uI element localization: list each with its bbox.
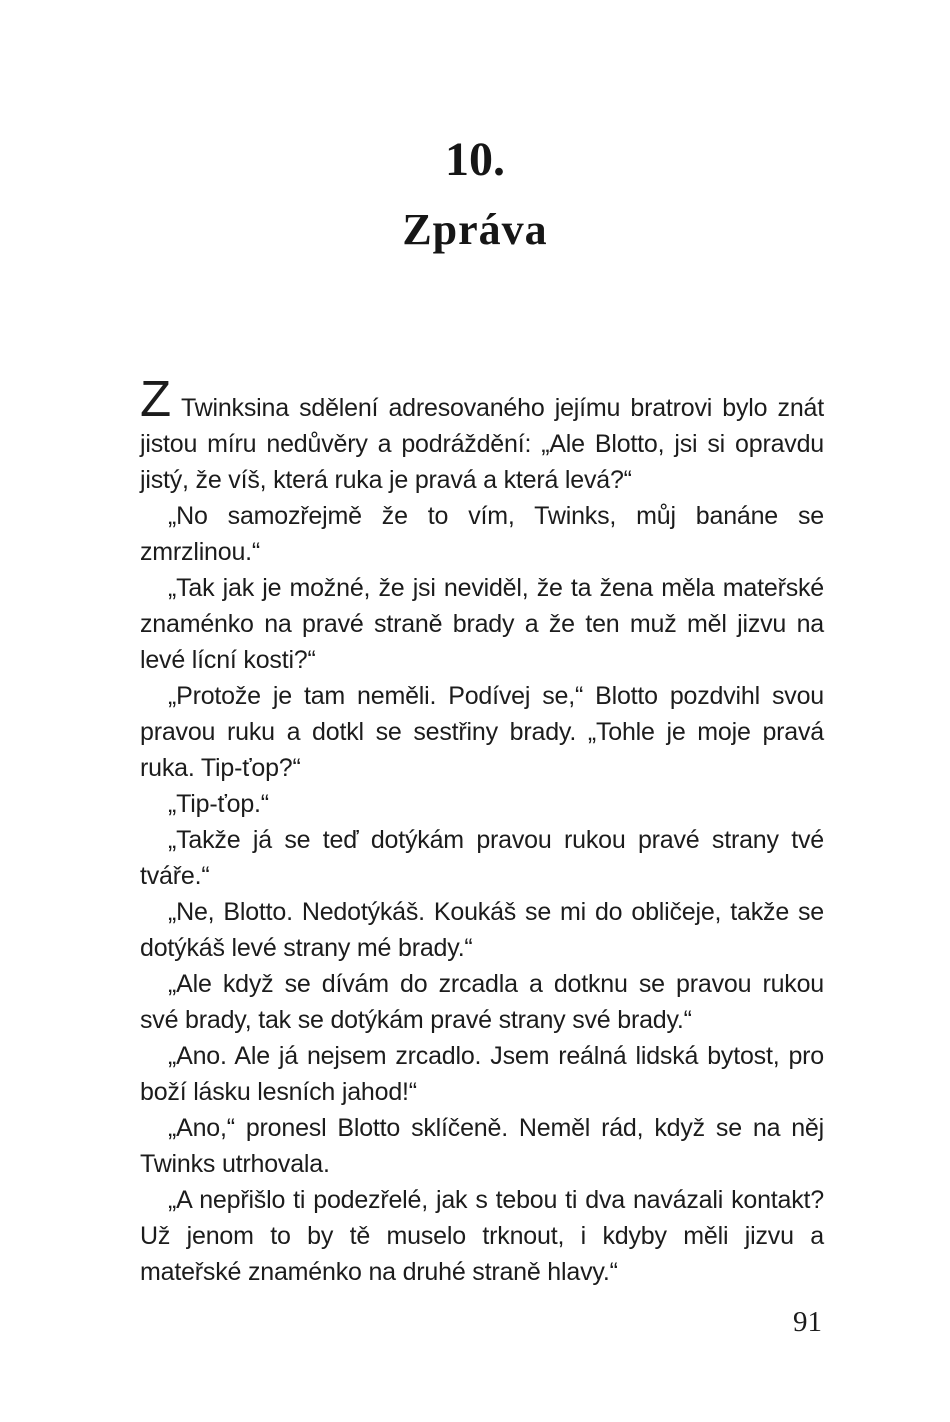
paragraph: „Tip-ťop.“ [168,790,269,818]
opening-paragraph [140,370,824,498]
paragraph: „Tak jak je možné, že jsi neviděl, že ta žena měla mateřské znaménko na pravé straně brady a že ten muž měl jizvu na levé lícní kosti?“ [140,574,824,674]
body-text [140,370,824,1290]
paragraph: „A nepřišlo ti podezřelé, jak s tebou ti dva navázali kontakt? Už jenom to by tě muselo trknout, i kdyby měli jizvu a mateřské znaménko na druhé straně hlavy.“ [140,1186,824,1286]
paragraph-list [140,498,824,1290]
drop-cap: Z [140,370,171,427]
paragraph: „No samozřejmě že to vím, Twinks, můj banáne se zmrzlinou.“ [140,502,824,566]
opening-paragraph-text: Twinksina sdělení adresovaného jejímu bratrovi bylo znát jistou míru nedůvěry a podráždění: „Ale Blotto, jsi si opravdu jistý, že víš, která ruka je pravá a která levá?“ [140,394,824,494]
paragraph: „Takže já se teď dotýkám pravou rukou pravé strany tvé tváře.“ [140,826,824,890]
paragraph: „Protože je tam neměli. Podívej se,“ Blotto pozdvihl svou pravou ruku a dotkl se sestřiny brady. „Tohle je moje pravá ruka. Tip-ťop?“ [140,682,824,782]
chapter-number: 10. [445,133,505,186]
paragraph: „Ano,“ pronesl Blotto sklíčeně. Neměl rád, když se na něj Twinks utrhovala. [140,1114,824,1178]
paragraph: „Ale když se dívám do zrcadla a dotknu se pravou rukou své brady, tak se dotýkám pravé strany své brady.“ [140,970,824,1034]
chapter-title: Zpráva [402,205,548,254]
page-number: 91 [793,1306,822,1338]
paragraph: „Ne, Blotto. Nedotýkáš. Koukáš se mi do obličeje, takže se dotýkáš levé strany mé brady.“ [140,898,824,962]
paragraph: „Ano. Ale já nejsem zrcadlo. Jsem reálná lidská bytost, pro boží lásku lesních jahod!“ [140,1042,824,1106]
